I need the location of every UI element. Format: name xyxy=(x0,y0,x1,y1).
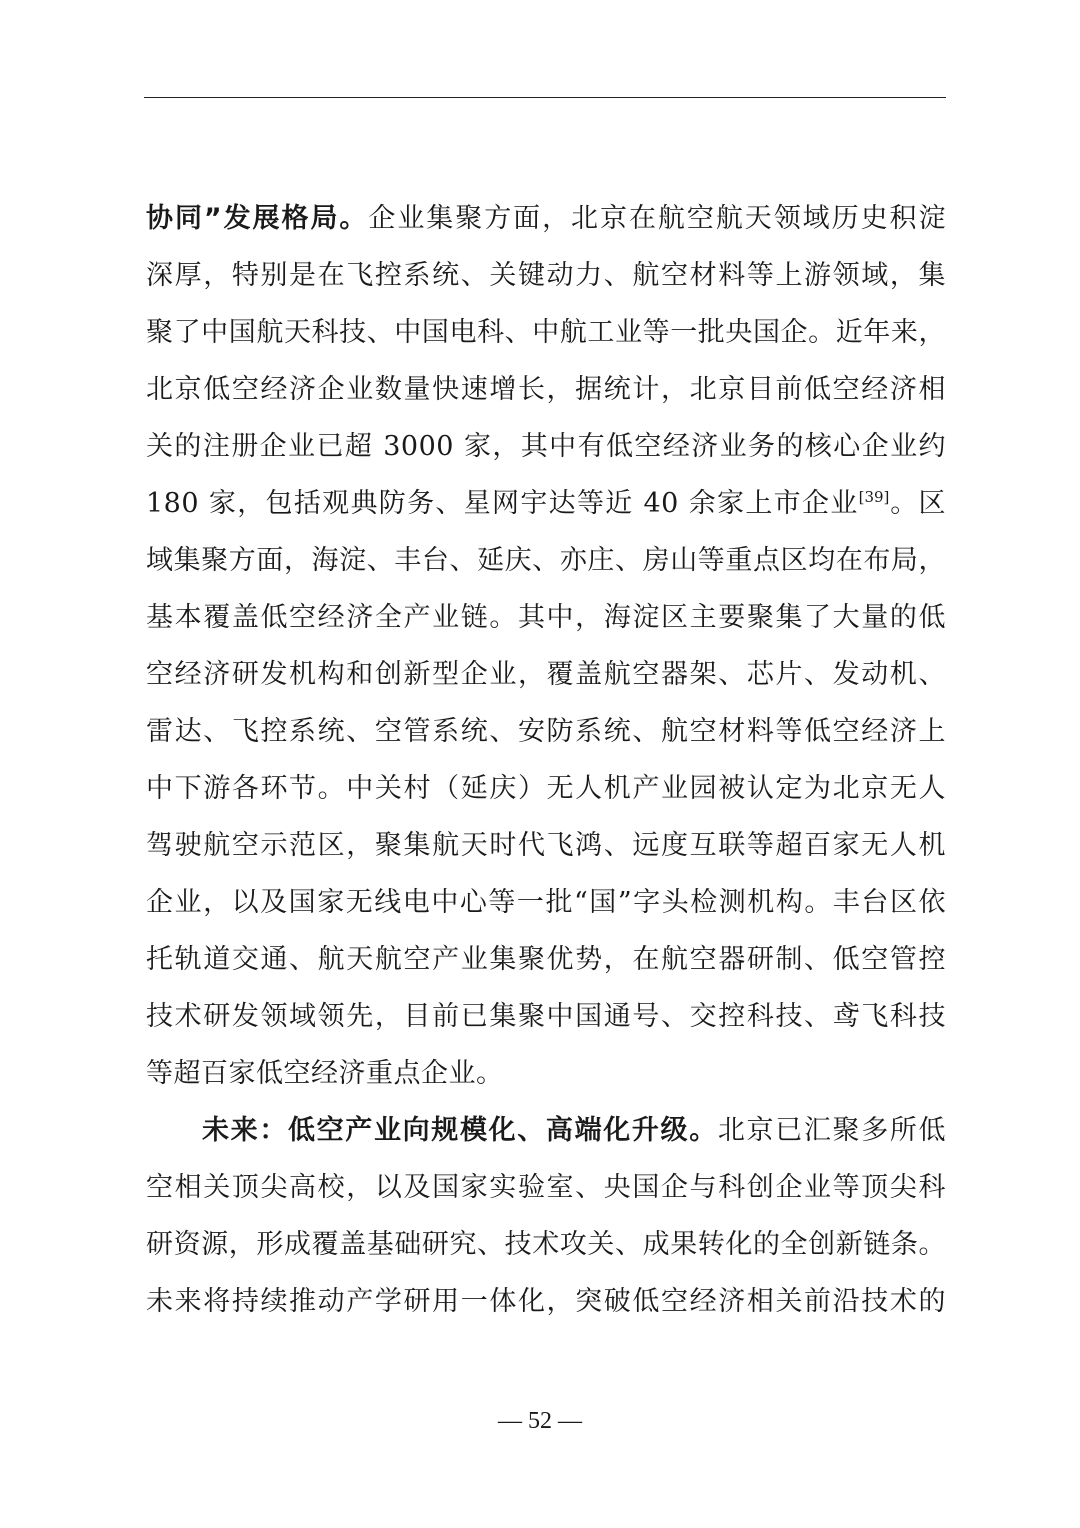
paragraph-1-line-8: 基本覆盖低空经济全产业链。其中，海淀区主要聚集了大量的低 xyxy=(146,602,946,633)
paragraph-1-line-6-text: 180 家，包括观典防务、星网宇达等近 40 余家上市企业 xyxy=(146,488,859,519)
paragraph-1-line-3: 聚了中国航天科技、中国电科、中航工业等一批央国企。近年来， xyxy=(146,317,946,348)
paragraph-1-line-7: 域集聚方面，海淀、丰台、延庆、亦庄、房山等重点区均在布局， xyxy=(146,545,946,576)
paragraph-1-line-1 xyxy=(146,190,946,247)
paragraph-2-line-1 xyxy=(146,1102,946,1159)
paragraph-1-line-16: 等超百家低空经济重点企业。 xyxy=(146,1058,504,1089)
paragraph-2-line-2: 空相关顶尖高校，以及国家实验室、央国企与科创企业等顶尖科 xyxy=(146,1172,946,1203)
citation-marker: [39] xyxy=(858,488,890,506)
paragraph-1-line-10: 雷达、飞控系统、空管系统、安防系统、航空材料等低空经济上 xyxy=(146,716,946,747)
paragraph-1-line-14: 托轨道交通、航天航空产业集聚优势，在航空器研制、低空管控 xyxy=(146,944,946,975)
paragraph-1-line-6 xyxy=(146,475,946,532)
paragraph-1-line-11: 中下游各环节。中关村（延庆）无人机产业园被认定为北京无人 xyxy=(146,773,946,804)
body-text xyxy=(146,190,946,1330)
paragraph-1-line-12: 驾驶航空示范区，聚集航天时代飞鸿、远度互联等超百家无人机 xyxy=(146,830,946,861)
paragraph-1-line-5: 关的注册企业已超 3000 家，其中有低空经济业务的核心企业约 xyxy=(146,431,946,462)
paragraph-1-line-13: 企业，以及国家无线电中心等一批“国”字头检测机构。丰台区依 xyxy=(146,887,946,918)
header-rule xyxy=(144,97,946,98)
paragraph-1-line-6-tail: 。区 xyxy=(889,488,947,519)
paragraph-1-line-2: 深厚，特别是在飞控系统、关键动力、航空材料等上游领域，集 xyxy=(146,260,946,291)
page-number: — 52 — xyxy=(498,1408,582,1434)
paragraph-2-line-3: 研资源，形成覆盖基础研究、技术攻关、成果转化的全创新链条。 xyxy=(146,1229,946,1260)
paragraph-1-line-9: 空经济研发机构和创新型企业，覆盖航空器架、芯片、发动机、 xyxy=(146,659,946,690)
paragraph-2-lead-heading: 未来：低空产业向规模化、高端化升级。 xyxy=(202,1115,718,1146)
paragraph-2-line-1-text: 北京已汇聚多所低 xyxy=(717,1115,947,1146)
paragraph-1-line-15: 技术研发领域领先，目前已集聚中国通号、交控科技、鸢飞科技 xyxy=(146,1001,946,1032)
paragraph-2-line-4: 未来将持续推动产学研用一体化，突破低空经济相关前沿技术的 xyxy=(146,1286,946,1317)
paragraph-1-lead-heading: 协同”发展格局。 xyxy=(146,203,369,234)
paragraph-1-line-4: 北京低空经济企业数量快速增长，据统计，北京目前低空经济相 xyxy=(146,374,946,405)
paragraph-1-line-1-text: 企业集聚方面，北京在航空航天领域历史积淀 xyxy=(368,203,946,234)
